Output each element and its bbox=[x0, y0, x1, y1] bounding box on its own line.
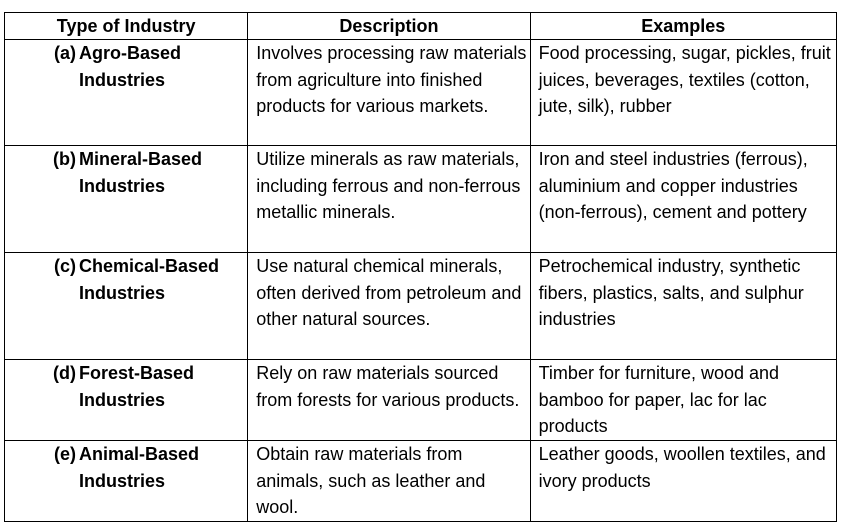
table-row bbox=[5, 146, 837, 253]
industry-examples: Food processing, sugar, pickles, fruit juices, beverages, textiles (cotton, jute, silk), rubber bbox=[530, 40, 836, 146]
industry-examples: Iron and steel industries (ferrous), aluminium and copper industries (non-ferrous), cement and pottery bbox=[530, 146, 836, 253]
industry-description: Rely on raw materials sourced from forests for various products. bbox=[248, 360, 530, 441]
industry-types-table bbox=[4, 12, 837, 522]
industry-type-cell bbox=[5, 441, 248, 522]
industry-examples: Timber for furniture, wood and bamboo for paper, lac for lac products bbox=[530, 360, 836, 441]
industry-description: Obtain raw materials from animals, such as leather and wool. bbox=[248, 441, 530, 522]
industry-type-cell bbox=[5, 253, 248, 360]
industry-name: Chemical-Based Industries bbox=[79, 256, 220, 303]
industry-description: Involves processing raw materials from agriculture into finished products for various markets. bbox=[248, 40, 530, 146]
industry-type-cell bbox=[5, 40, 248, 146]
industry-name: Agro-Based Industries bbox=[79, 43, 182, 90]
industry-examples: Petrochemical industry, synthetic fibers, plastics, salts, and sulphur industries bbox=[530, 253, 836, 360]
industry-type-cell bbox=[5, 360, 248, 441]
table-row bbox=[5, 360, 837, 441]
header-examples: Examples bbox=[530, 13, 836, 40]
industry-name: Forest-Based Industries bbox=[79, 363, 195, 410]
table-header-row bbox=[5, 13, 837, 40]
industry-letter: (e) bbox=[54, 444, 76, 464]
table-row bbox=[5, 40, 837, 146]
industry-description: Use natural chemical minerals, often derived from petroleum and other natural sources. bbox=[248, 253, 530, 360]
industry-description: Utilize minerals as raw materials, including ferrous and non-ferrous metallic minerals. bbox=[248, 146, 530, 253]
table-row bbox=[5, 441, 837, 522]
industry-letter: (c) bbox=[54, 256, 76, 276]
industry-letter: (b) bbox=[53, 149, 76, 169]
industry-examples: Leather goods, woollen textiles, and ivory products bbox=[530, 441, 836, 522]
header-description: Description bbox=[248, 13, 530, 40]
industry-name: Mineral-Based Industries bbox=[79, 149, 203, 196]
industry-letter: (d) bbox=[53, 363, 76, 383]
industry-name: Animal-Based Industries bbox=[79, 444, 200, 491]
table-row bbox=[5, 253, 837, 360]
industry-type-cell bbox=[5, 146, 248, 253]
header-type-of-industry: Type of Industry bbox=[5, 13, 248, 40]
industry-letter: (a) bbox=[54, 43, 76, 63]
